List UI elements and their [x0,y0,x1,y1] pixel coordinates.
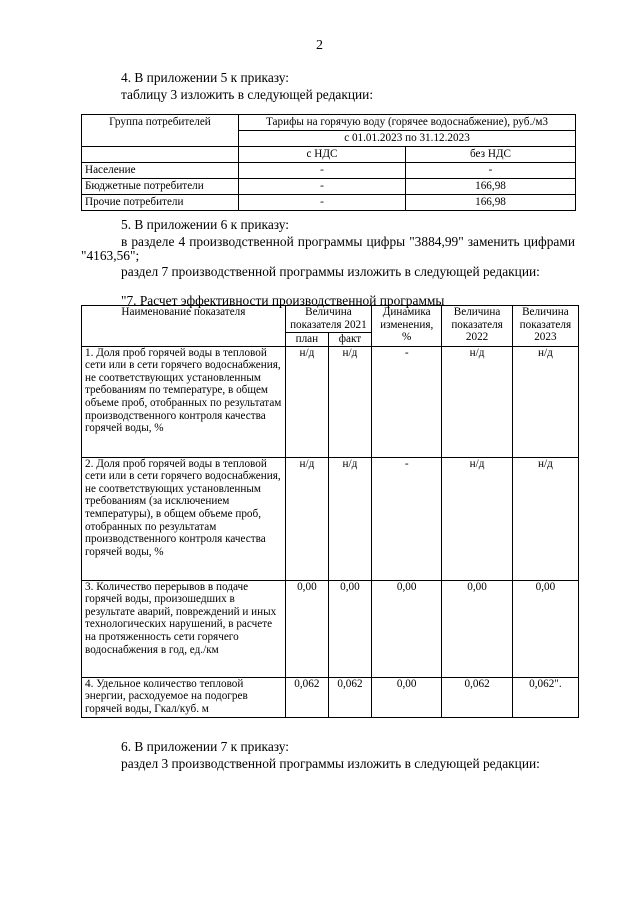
table-header-fact: факт [328,333,371,347]
paragraph-5-heading: 5. В приложении 6 к приказу: [121,217,290,232]
table-header-with-vat: с НДС [239,147,406,163]
table-row [82,457,579,580]
table-header-group: Группа потребителей [82,115,239,147]
paragraph-5-section: раздел 7 производственной программы изложить в следующей редакции: [121,264,540,279]
table-cell-empty [82,147,239,163]
cell-group: Бюджетные потребители [82,179,239,195]
cell-indicator-name: 4. Удельное количество тепловой энергии, расходуемое на подогрев горячей воды, Гкал/куб. м [82,677,286,717]
cell-without-vat: 166,98 [406,179,576,195]
cell-indicator-name: 3. Количество перерывов в подаче горячей воды, произошедших в результате аварий, повреждений и иных технологических нарушений, в расчете на протяженность сети горячего водоснабжения в год, ед./км [82,580,286,677]
cell-with-vat: - [239,179,406,195]
table-header-2022: Величина показателя 2022 [442,306,512,347]
table-row [82,677,579,717]
cell-with-vat: - [239,163,406,179]
cell-indicator-name: 2. Доля проб горячей воды в тепловой сети или в сети горячего водоснабжения, не соответствующих установленным требованиям (за исключением температуры), в общем объеме проб, отобранных по результатам производственного контроля качества горячей воды, % [82,457,286,580]
cell-2022: н/д [442,457,512,580]
cell-dynamics: 0,00 [371,580,441,677]
table-header-dynamics: Динамика изменения, % [371,306,441,347]
efficiency-table [81,305,579,718]
table-header-name: Наименование показателя [82,306,286,347]
cell-fact: 0,00 [328,580,371,677]
cell-fact: н/д [328,346,371,457]
cell-dynamics: - [371,346,441,457]
table-header-2023: Величина показателя 2023 [512,306,578,347]
section-7-title: "7. Расчет эффективности производственной программы [121,293,445,308]
cell-fact: н/д [328,457,371,580]
cell-2022: н/д [442,346,512,457]
cell-dynamics: - [371,457,441,580]
paragraph-5-text: в разделе 4 производственной программы цифры "3884,99" заменить цифрами [121,234,575,249]
page-number: 2 [316,38,323,53]
table-row [82,195,576,211]
cell-without-vat: - [406,163,576,179]
table-header-tariff: Тарифы на горячую воду (горячее водоснабжение), руб./м3 [239,115,576,131]
cell-dynamics: 0,00 [371,677,441,717]
cell-2023: 0,00 [512,580,578,677]
table-header-period: с 01.01.2023 по 31.12.2023 [239,131,576,147]
paragraph-4-text: таблицу 3 изложить в следующей редакции: [121,87,374,102]
cell-fact: 0,062 [328,677,371,717]
cell-2023: н/д [512,457,578,580]
table-header-without-vat: без НДС [406,147,576,163]
cell-2023: 0,062". [512,677,578,717]
table-header-plan: план [285,333,328,347]
table-header-2021: Величина показателя 2021 [285,306,371,333]
table-row [82,580,579,677]
cell-indicator-name: 1. Доля проб горячей воды в тепловой сети или в сети горячего водоснабжения, не соответствующих установленным требованиям по температуре, в общем объеме проб, отобранных по результатам производственного контроля качества горячей воды, % [82,346,286,457]
cell-group: Прочие потребители [82,195,239,211]
cell-2022: 0,062 [442,677,512,717]
cell-plan: н/д [285,346,328,457]
cell-plan: 0,00 [285,580,328,677]
cell-2023: н/д [512,346,578,457]
cell-plan: н/д [285,457,328,580]
cell-2022: 0,00 [442,580,512,677]
paragraph-4-heading: 4. В приложении 5 к приказу: [121,70,290,85]
table-row [82,163,576,179]
cell-with-vat: - [239,195,406,211]
paragraph-5-text-cont: "4163,56"; [81,248,140,263]
cell-without-vat: 166,98 [406,195,576,211]
table-row [82,179,576,195]
cell-group: Население [82,163,239,179]
tariff-table [81,114,576,211]
cell-plan: 0,062 [285,677,328,717]
paragraph-6-text: раздел 3 производственной программы изложить в следующей редакции: [121,756,540,771]
paragraph-6-heading: 6. В приложении 7 к приказу: [121,739,290,754]
table-row [82,346,579,457]
